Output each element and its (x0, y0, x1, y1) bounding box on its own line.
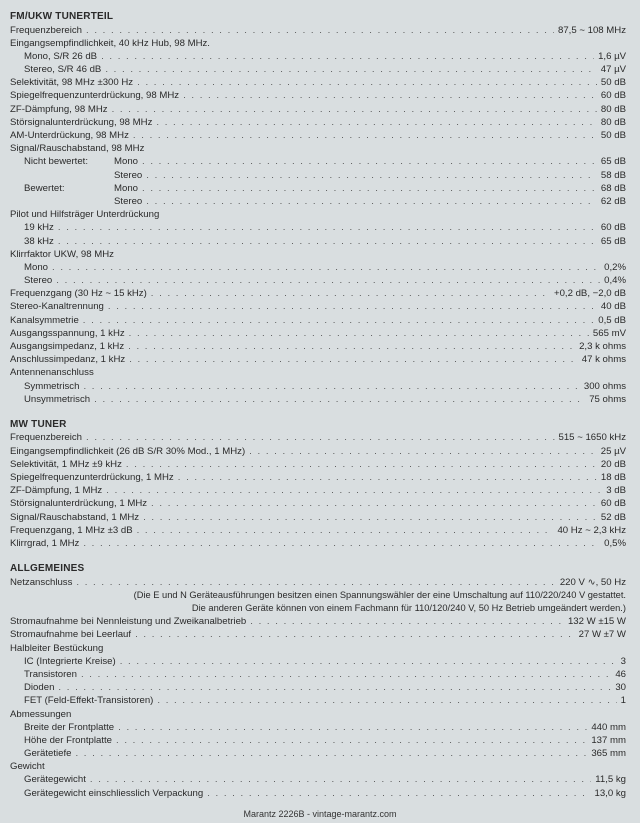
spec-value: 3 (620, 655, 626, 667)
spec-value: 565 mV (592, 327, 626, 339)
dot-leader (207, 787, 590, 800)
dot-leader (128, 340, 575, 353)
dot-leader (183, 89, 597, 102)
dot-leader (86, 24, 554, 37)
spec-label: AM-Unterdrückung, 98 MHz (10, 130, 129, 141)
spec-label: Dioden (24, 682, 55, 694)
spec-row (10, 129, 626, 142)
spec-label: Spiegelfrequenzunterdrückung, 1 MHz (10, 472, 174, 483)
spec-value: 25 µV (600, 445, 626, 457)
spec-label: Ausgangsimpedanz, 1 kHz (10, 341, 125, 352)
spec-value: 50 dB (600, 77, 626, 89)
spec-label: Frequenzgang (30 Hz ~ 15 kHz) (10, 288, 147, 300)
spec-row (10, 734, 626, 747)
spec-label: 19 kHz (24, 222, 54, 234)
spec-label-group (10, 169, 142, 182)
spec-label: Stereo (114, 169, 143, 181)
spec-label: Kanalsymmetrie (10, 314, 79, 326)
spec-value: 0,5% (604, 537, 626, 549)
spec-row (10, 445, 626, 458)
spec-value: 80 dB (600, 116, 626, 128)
dot-leader (146, 169, 597, 182)
spec-label: ZF-Dämpfung, 1 MHz (10, 485, 103, 497)
spec-label: Signal/Rauschabstand, 1 MHz (10, 511, 140, 523)
spec-value: 60 dB (600, 222, 626, 234)
spec-row (10, 169, 626, 182)
dot-leader (83, 537, 600, 550)
spec-label: Unsymmetrisch (24, 393, 91, 405)
dot-leader (249, 445, 597, 458)
spec-label: Stereo (24, 275, 53, 287)
spec-row (10, 287, 626, 300)
spec-label: Höhe der Frontplatte (24, 734, 112, 746)
spec-label: Gerätegewicht einschliesslich Verpackung (24, 787, 204, 799)
spec-value: 46 (615, 668, 626, 680)
spec-label: Ausgangsspannung, 1 kHz (10, 327, 125, 339)
section-title-allgemeines: ALLGEMEINES (10, 563, 85, 575)
spec-row (10, 314, 626, 327)
dot-leader (75, 747, 587, 760)
spec-row (10, 537, 626, 550)
spec-value: 300 ohms (583, 380, 626, 392)
dot-leader (137, 76, 597, 89)
spec-row (10, 221, 626, 234)
section-title-fm: FM/UKW TUNERTEIL (10, 11, 114, 22)
dot-leader (86, 431, 555, 444)
spec-value: 20 dB (600, 458, 626, 470)
spec-label: Stromaufnahme bei Leerlauf (10, 629, 132, 641)
spec-row (10, 300, 626, 313)
dot-leader (146, 195, 597, 208)
spec-group-heading: Antennenanschluss (10, 367, 94, 379)
spec-group-heading: Gewicht (10, 761, 45, 773)
spec-label: Störsignalunterdrückung, 1 MHz (10, 498, 148, 510)
dot-leader (151, 497, 597, 510)
dot-leader (116, 734, 587, 747)
spec-row (10, 274, 626, 287)
dot-leader (157, 694, 616, 707)
spec-group-heading: Halbleiter Bestückung (10, 642, 104, 654)
dot-leader (90, 773, 591, 786)
dot-leader (118, 721, 587, 734)
spec-label: Stereo, S/R 46 dB (24, 64, 102, 76)
spec-value: 60 dB (600, 498, 626, 510)
spec-label: Mono (114, 182, 138, 194)
spec-row (10, 458, 626, 471)
spec-value: 13,0 kg (594, 787, 626, 799)
spec-value: 47 k ohms (581, 354, 626, 366)
dot-leader (143, 511, 597, 524)
spec-label: Anschlussimpedanz, 1 kHz (10, 354, 126, 366)
spec-label: Störsignalunterdrückung, 98 MHz (10, 116, 153, 128)
spec-subgroup-label: Bewertet: (24, 182, 65, 194)
spec-label: Gerätegewicht (24, 774, 86, 786)
spec-value: 58 dB (600, 169, 626, 181)
dot-leader (83, 314, 594, 327)
spec-label-group (10, 195, 142, 208)
spec-value: 65 dB (600, 156, 626, 168)
section-mw (10, 431, 626, 550)
spec-row (10, 787, 626, 800)
spec-group-heading: Eingangsempfindlichkeit, 40 kHz Hub, 98 MHz. (10, 37, 210, 49)
spec-label: 38 kHz (24, 235, 54, 247)
dot-leader (83, 380, 579, 393)
spec-value: 87,5 ~ 108 MHz (558, 24, 626, 36)
spec-row (10, 261, 626, 274)
spec-note: (Die E und N Geräteausführungen besitzen einen Spannungswähler der eine Umschaltung auf 110/220/240 V gestattet. (133, 589, 626, 600)
spec-label-group (10, 182, 138, 195)
dot-leader (106, 484, 602, 497)
spec-row (10, 89, 626, 102)
spec-sheet (10, 10, 626, 800)
spec-value: 3 dB (606, 485, 626, 497)
spec-row (10, 393, 626, 406)
spec-row (10, 628, 626, 641)
spec-label: Stromaufnahme bei Nennleistung und Zweikanalbetrieb (10, 616, 247, 628)
spec-value: 515 ~ 1650 kHz (558, 432, 626, 444)
spec-label: Eingangsempfindlichkeit (26 dB S/R 30% Mod., 1 MHz) (10, 445, 246, 457)
spec-value: 68 dB (600, 182, 626, 194)
spec-label: IC (Integrierte Kreise) (24, 655, 116, 667)
spec-label: Frequenzgang, 1 MHz ±3 dB (10, 524, 133, 536)
spec-row (10, 327, 626, 340)
spec-row (10, 524, 626, 537)
spec-group-heading: Klirrfaktor UKW, 98 MHz (10, 248, 114, 260)
spec-row (10, 511, 626, 524)
dot-leader (108, 300, 597, 313)
spec-value: 60 dB (600, 90, 626, 102)
spec-group-heading: Pilot und Hilfsträger Unterdrückung (10, 209, 160, 221)
spec-row (10, 235, 626, 248)
spec-label: Frequenzbereich (10, 24, 82, 36)
spec-subgroup-label: Nicht bewertet: (24, 156, 88, 168)
dot-leader (142, 182, 597, 195)
spec-value: 1,6 µV (598, 50, 626, 62)
dot-leader (81, 668, 611, 681)
dot-leader (151, 287, 550, 300)
dot-leader (129, 353, 578, 366)
spec-row (10, 24, 626, 37)
spec-value: 0,5 dB (598, 314, 626, 326)
spec-value: 62 dB (600, 195, 626, 207)
dot-leader (52, 261, 600, 274)
page-footer: Marantz 2226B - vintage-marantz.com (243, 809, 397, 819)
spec-label: Selektivität, 1 MHz ±9 kHz (10, 458, 122, 470)
spec-value: 0,4% (604, 275, 626, 287)
dot-leader (58, 235, 597, 248)
dot-leader (76, 576, 555, 589)
spec-row (10, 471, 626, 484)
spec-row (10, 721, 626, 734)
spec-value: 2,3 k ohms (579, 341, 626, 352)
dot-leader (250, 615, 564, 628)
spec-label: Gerätetiefe (24, 748, 72, 760)
spec-row (10, 155, 626, 168)
spec-value: 440 mm (591, 721, 626, 733)
spec-value: 30 (615, 682, 626, 694)
spec-row (10, 50, 626, 63)
spec-note: Die anderen Geräte können von einem Fachmann für 110/120/240 V, 50 Hz Betrieb umgeändert werden.) (191, 603, 626, 613)
spec-row (10, 340, 626, 353)
spec-value: 40 Hz ~ 2,3 kHz (557, 524, 626, 536)
dot-leader (94, 393, 585, 406)
spec-label: Netzanschluss (10, 576, 73, 588)
spec-row (10, 76, 626, 89)
spec-value: 137 mm (591, 734, 626, 746)
spec-row (10, 63, 626, 76)
spec-label: Mono (24, 261, 48, 273)
dot-leader (58, 221, 597, 234)
spec-row (10, 103, 626, 116)
dot-leader (56, 274, 600, 287)
spec-group-heading: Abmessungen (10, 708, 72, 720)
spec-group-heading: Signal/Rauschabstand, 98 MHz (10, 143, 145, 155)
spec-row (10, 655, 626, 668)
spec-value: 1 (620, 695, 626, 707)
spec-label: ZF-Dämpfung, 98 MHz (10, 103, 108, 115)
dot-leader (137, 524, 554, 537)
spec-row (10, 747, 626, 760)
spec-row (10, 353, 626, 366)
spec-value: 75 ohms (589, 393, 626, 405)
section-allgemeines (10, 576, 626, 800)
spec-value: 27 W ±7 W (578, 629, 626, 641)
spec-label: Breite der Frontplatte (24, 721, 115, 733)
spec-value: 47 µV (600, 64, 626, 76)
spec-value: 40 dB (600, 301, 626, 313)
dot-leader (142, 155, 597, 168)
section-title-mw: MW TUNER (10, 418, 67, 430)
spec-value: 0,2% (604, 261, 626, 273)
spec-row (10, 182, 626, 195)
dot-leader (112, 103, 597, 116)
dot-leader (178, 471, 597, 484)
dot-leader (135, 628, 575, 641)
spec-row (10, 116, 626, 129)
spec-label: Stereo (114, 195, 143, 207)
spec-row (10, 431, 626, 444)
spec-row (10, 773, 626, 786)
spec-row (10, 484, 626, 497)
spec-row (10, 615, 626, 628)
dot-leader (101, 50, 594, 63)
spec-value: 11,5 kg (595, 774, 626, 786)
spec-value: +0,2 dB, −2,0 dB (553, 288, 626, 300)
spec-row (10, 681, 626, 694)
dot-leader (133, 129, 597, 142)
spec-label: Mono (114, 156, 138, 168)
spec-value: 365 mm (591, 748, 626, 760)
spec-value: 220 V ∿, 50 Hz (559, 576, 626, 588)
spec-value: 80 dB (600, 103, 626, 115)
spec-label: Spiegelfrequenzunterdrückung, 98 MHz (10, 90, 180, 102)
spec-row (10, 668, 626, 681)
spec-value: 65 dB (600, 235, 626, 247)
spec-label: Mono, S/R 26 dB (24, 50, 98, 62)
spec-row (10, 497, 626, 510)
dot-leader (120, 655, 617, 668)
dot-leader (129, 327, 589, 340)
spec-value: 50 dB (600, 130, 626, 141)
dot-leader (58, 681, 611, 694)
dot-leader (105, 63, 596, 76)
spec-label: Selektivität, 98 MHz ±300 Hz (10, 77, 134, 89)
dot-leader (126, 458, 597, 471)
dot-leader (156, 116, 597, 129)
spec-label: Klirrgrad, 1 MHz (10, 537, 80, 549)
spec-row (10, 576, 626, 589)
spec-label: Transistoren (24, 668, 77, 680)
spec-label: Symmetrisch (24, 380, 80, 392)
spec-label: Stereo-Kanaltrennung (10, 301, 104, 313)
spec-row (10, 380, 626, 393)
spec-value: 18 dB (600, 472, 626, 483)
spec-value: 52 dB (600, 511, 626, 523)
spec-row (10, 694, 626, 707)
spec-label: Frequenzbereich (10, 432, 82, 444)
spec-label: FET (Feld-Effekt-Transistoren) (24, 695, 154, 707)
spec-row (10, 195, 626, 208)
spec-label-group (10, 155, 138, 168)
spec-value: 132 W ±15 W (567, 616, 626, 628)
section-fm (10, 24, 626, 406)
